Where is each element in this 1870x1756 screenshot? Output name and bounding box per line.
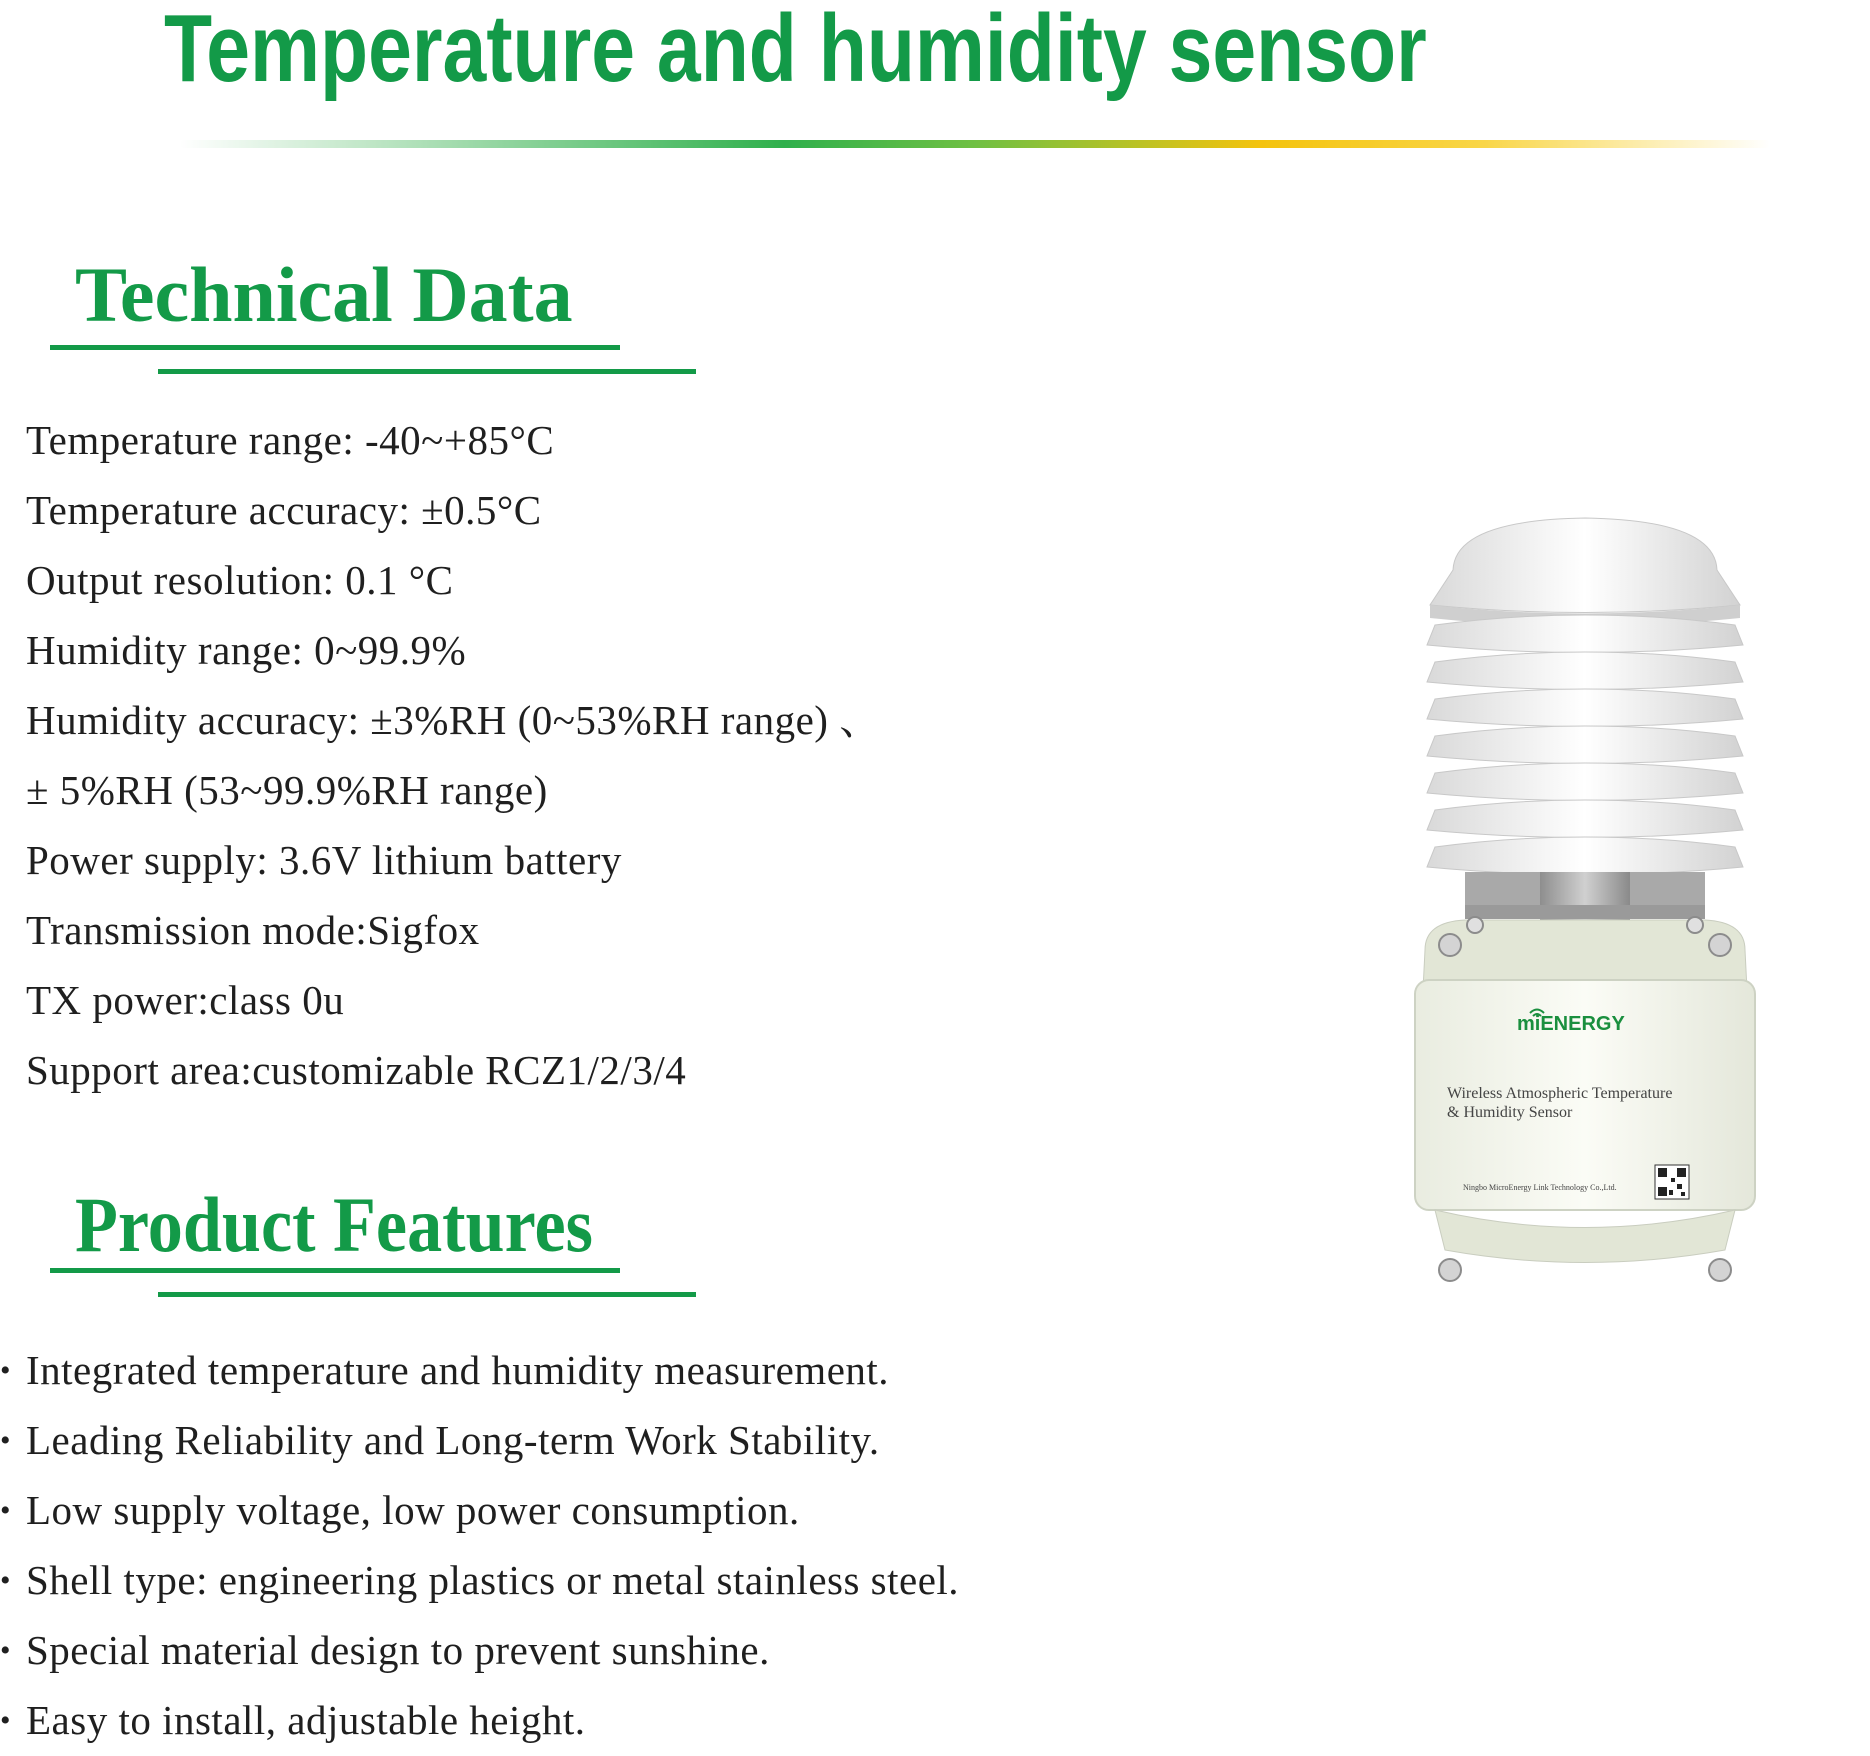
device-label-line2: & Humidity Sensor: [1447, 1104, 1573, 1121]
feature-text: Shell type: engineering plastics or metal stainless steel.: [26, 1557, 960, 1603]
feature-item: [0, 1475, 959, 1545]
technical-data-rule-lower: [158, 369, 696, 374]
bullet-icon: •: [0, 1424, 12, 1457]
feature-item: [0, 1335, 959, 1405]
manufacturer-text: Ningbo MicroEnergy Link Technology Co.,Ltd.: [1463, 1183, 1617, 1192]
spec-humidity-accuracy: Humidity accuracy: ±3%RH (0~53%RH range) 、: [26, 697, 881, 743]
technical-data-list: [26, 405, 881, 1105]
bullet-icon: •: [0, 1634, 12, 1667]
bullet-icon: •: [0, 1354, 12, 1387]
product-features-heading: Product Features: [75, 1181, 593, 1268]
feature-text: Leading Reliability and Long-term Work Stability.: [26, 1417, 880, 1463]
bullet-icon: •: [0, 1564, 12, 1597]
spec-support-area: Support area:customizable RCZ1/2/3/4: [26, 1047, 687, 1093]
feature-text: Integrated temperature and humidity measurement.: [26, 1347, 890, 1393]
spec-output-resolution: Output resolution: 0.1 °C: [26, 557, 454, 603]
spec-power-supply: Power supply: 3.6V lithium battery: [26, 837, 622, 883]
product-features-list: [0, 1335, 959, 1755]
bullet-icon: •: [0, 1494, 12, 1527]
device-label-line1: Wireless Atmospheric Temperature: [1447, 1085, 1673, 1102]
product-features-rule-upper: [50, 1268, 620, 1273]
spec-transmission-mode: Transmission mode:Sigfox: [26, 907, 480, 953]
page-title: Temperature and humidity sensor: [164, 0, 1427, 102]
feature-item: [0, 1615, 959, 1685]
feature-item: [0, 1685, 959, 1755]
bullet-icon: •: [0, 1704, 12, 1737]
spec-temperature-accuracy: Temperature accuracy: ±0.5°C: [26, 487, 542, 533]
sensor-product-image: [1395, 510, 1775, 1310]
mounting-bracket: [1465, 872, 1705, 922]
title-gradient-divider: [180, 140, 1770, 148]
spec-humidity-range: Humidity range: 0~99.9%: [26, 627, 467, 673]
feature-text: Easy to install, adjustable height.: [26, 1697, 586, 1743]
brand-logo: miENERGY: [1517, 1013, 1625, 1035]
technical-data-rule-upper: [50, 345, 620, 350]
feature-text: Low supply voltage, low power consumption.: [26, 1487, 800, 1533]
spec-temperature-range: Temperature range: -40~+85°C: [26, 417, 555, 463]
feature-item: [0, 1545, 959, 1615]
spec-humidity-accuracy-cont: ± 5%RH (53~99.9%RH range): [26, 767, 548, 813]
feature-text: Special material design to prevent sunshine.: [26, 1627, 770, 1673]
spec-tx-power: TX power:class 0u: [26, 977, 345, 1023]
product-features-rule-lower: [158, 1292, 696, 1297]
feature-item: [0, 1405, 959, 1475]
qr-code-icon: [1655, 1165, 1689, 1199]
technical-data-heading: Technical Data: [75, 251, 573, 338]
radiation-shield: [1427, 518, 1743, 875]
